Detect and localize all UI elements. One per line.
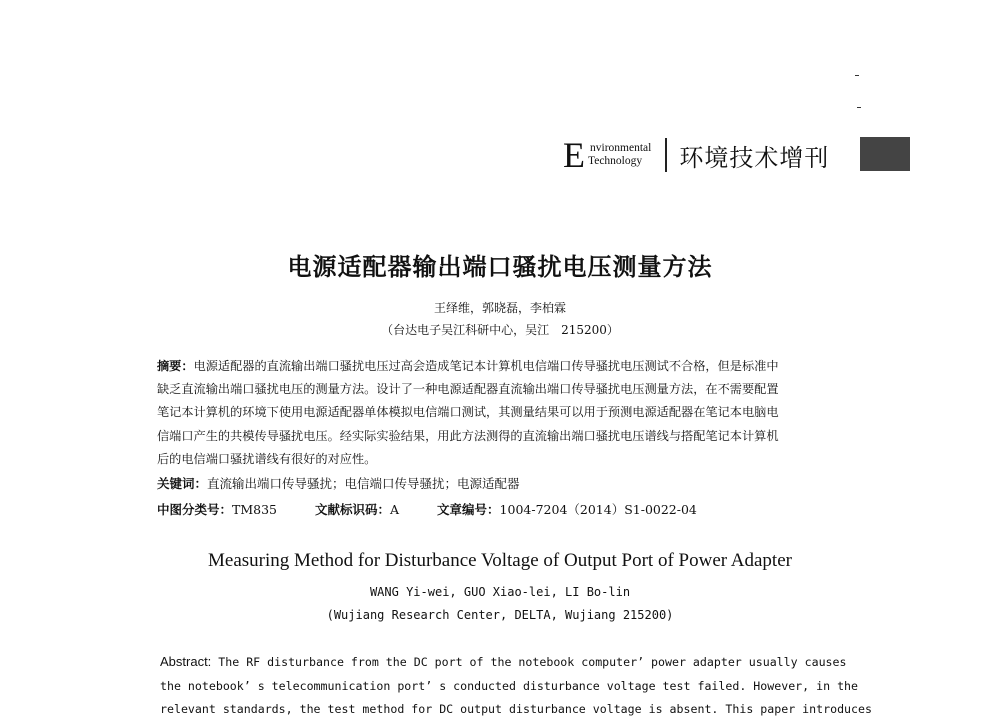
journal-logo-text (588, 142, 651, 168)
classification-line (157, 500, 731, 518)
logo-line-2: Technology (588, 155, 643, 167)
journal-name: 环境技术增刊 (679, 143, 830, 172)
abstract-en (160, 650, 872, 722)
section-tab-block (860, 137, 910, 171)
class-label: 中图分类号： (157, 502, 233, 517)
affiliation-cn: （台达电子吴江科研中心，吴江 215200） (381, 323, 619, 337)
abstract-cn-line: 笔记本计算机的环境下使用电源适配器单体模拟电信端口测试，其测量结果可以用于预测电源适配器在笔记本电脑电 (157, 405, 779, 420)
paper-title-cn: 电源适配器输出端口骚扰电压测量方法 (287, 252, 713, 281)
journal-logo-letter: E (563, 135, 585, 175)
doc-code-value: A (390, 502, 400, 517)
authors-en: WANG Yi-wei, GUO Xiao-lei, LI Bo-lin (369, 585, 631, 599)
article-no-value: 1004-7204（2014）S1-0022-04 (499, 502, 697, 517)
abstract-cn (157, 355, 857, 471)
abstract-en-line: relevant standards, the test method for DC output disturbance voltage is absent. This paper introduces (160, 702, 872, 716)
class-value: TM835 (232, 502, 278, 517)
abstract-cn-label: 摘要： (157, 359, 194, 373)
authors-cn: 王绎维，郭晓磊，李柏霖 (433, 301, 566, 315)
journal-header (563, 137, 829, 173)
keywords-value: 直流输出端口传导骚扰；电信端口传导骚扰；电源适配器 (207, 476, 520, 491)
abstract-cn-line: 信端口产生的共模传导骚扰电压。经实际实验结果，用此方法测得的直流输出端口骚扰电压谱线与搭配笔记本计算机 (157, 428, 779, 443)
abstract-en-line: the notebook’ s telecommunication port’ s conducted disturbance voltage test failed. However, in the (160, 678, 859, 693)
keywords-line (157, 474, 520, 492)
margin-mark (857, 107, 861, 108)
article-no-label: 文章编号： (437, 502, 500, 517)
doc-code-label: 文献标识码： (315, 502, 391, 517)
logo-line-1: nvironmental (590, 142, 652, 154)
abstract-cn-line: 缺乏直流输出端口骚扰电压的测量方法。设计了一种电源适配器直流输出端口传导骚扰电压测量方法，在不需要配置 (157, 382, 779, 397)
header-divider (665, 138, 667, 172)
abstract-en-line: The RF disturbance from the DC port of the notebook computer’ power adapter usually causes (218, 655, 847, 669)
margin-mark (855, 75, 859, 76)
paper-title-en: Measuring Method for Disturbance Voltage of Output Port of Power Adapter (208, 550, 792, 571)
abstract-cn-line: 电源适配器的直流输出端口骚扰电压过高会造成笔记本计算机电信端口传导骚扰电压测试不合格，但是标准中 (193, 359, 779, 373)
abstract-en-label: Abstract: (160, 654, 212, 669)
abstract-cn-line: 后的电信端口骚扰谱线有很好的对应性。 (157, 451, 377, 466)
keywords-label: 关键词： (157, 476, 208, 491)
affiliation-en: (Wujiang Research Center, DELTA, Wujiang 215200) (326, 608, 674, 622)
